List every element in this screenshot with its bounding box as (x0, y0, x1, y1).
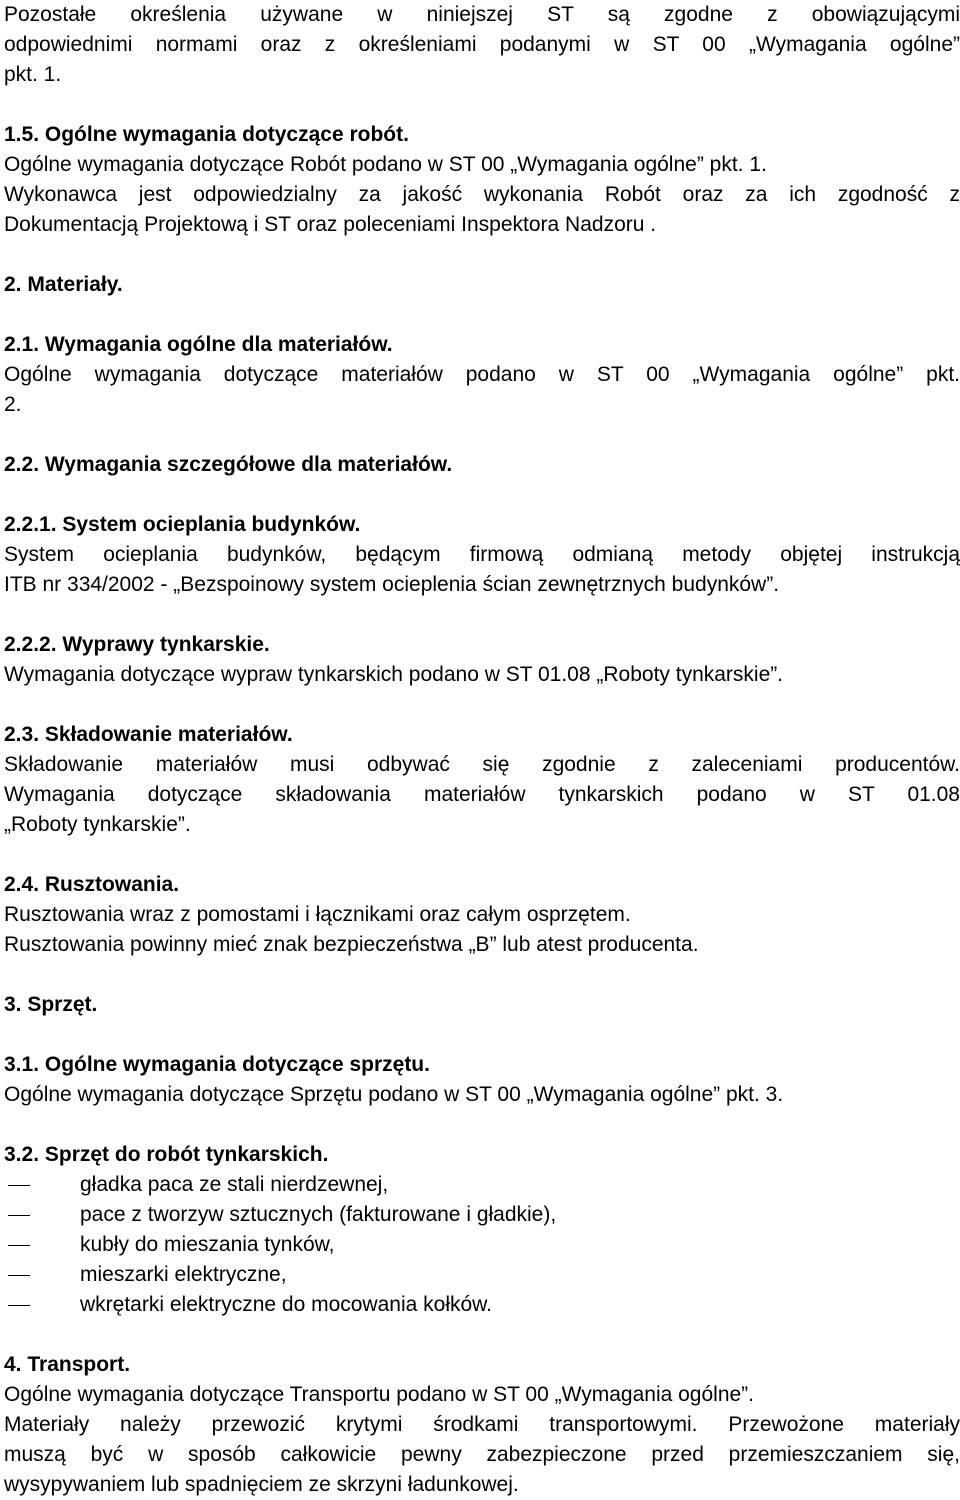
section-2-3-line-2: Wymagania dotyczące składowania materiałów tynkarskich podano w ST 01.08 (4, 783, 960, 806)
section-2-4-line-1: Rusztowania wraz z pomostami i łącznikami oraz całym osprzętem. (4, 903, 631, 926)
section-4-line-3: muszą być w sposób całkowicie pewny zabezpieczone przed przemieszczaniem się, (4, 1443, 960, 1466)
section-2-1-line-2: 2. (4, 393, 22, 416)
list-item-text: mieszarki elektryczne, (80, 1263, 287, 1286)
list-item (4, 1290, 960, 1320)
section-2-2-heading: 2.2. Wymagania szczegółowe dla materiałów. (4, 453, 453, 476)
section-2-4-heading: 2.4. Rusztowania. (4, 873, 180, 896)
section-4-heading: 4. Transport. (4, 1353, 131, 1376)
section-2-4-line-2: Rusztowania powinny mieć znak bezpieczeństwa „B” lub atest producenta. (4, 933, 699, 956)
section-2-2-1-line-1: System ocieplania budynków, będącym firmową odmianą metody objętej instrukcją (4, 543, 960, 566)
section-2-2-1-heading: 2.2.1. System ocieplania budynków. (4, 513, 361, 536)
section-1-5-heading: 1.5. Ogólne wymagania dotyczące robót. (4, 123, 409, 146)
section-2-1-line-1: Ogólne wymagania dotyczące materiałów podano w ST 00 „Wymagania ogólne” pkt. (4, 363, 960, 386)
section-2-3-line-1: Składowanie materiałów musi odbywać się zgodnie z zaleceniami producentów. (4, 753, 960, 776)
section-2-1-heading: 2.1. Wymagania ogólne dla materiałów. (4, 333, 393, 356)
section-2-heading: 2. Materiały. (4, 273, 123, 296)
intro-line-3: pkt. 1. (4, 63, 62, 86)
section-2-2-2-heading: 2.2.2. Wyprawy tynkarskie. (4, 633, 270, 656)
section-2-2-1-line-2: ITB nr 334/2002 - „Bezspoinowy system ocieplenia ścian zewnętrznych budynków”. (4, 573, 780, 596)
dash-bullet-icon (4, 1230, 80, 1260)
section-4-line-2: Materiały należy przewozić krytymi środkami transportowymi. Przewożone materiały (4, 1413, 960, 1436)
list-item-text: kubły do mieszania tynków, (80, 1233, 335, 1256)
list-item-text: wkrętarki elektryczne do mocowania kołków. (80, 1293, 493, 1316)
section-2-3-heading: 2.3. Składowanie materiałów. (4, 723, 293, 746)
dash-bullet-icon (4, 1290, 80, 1320)
section-3-heading: 3. Sprzęt. (4, 993, 98, 1016)
dash-bullet-icon (4, 1260, 80, 1290)
section-1-5-line-1: Ogólne wymagania dotyczące Robót podano w ST 00 „Wymagania ogólne” pkt. 1. (4, 153, 767, 176)
section-1-5-line-2: Wykonawca jest odpowiedzialny za jakość wykonania Robót oraz za ich zgodność z (4, 183, 960, 206)
section-1-5-line-3: Dokumentacją Projektową i ST oraz poleceniami Inspektora Nadzoru . (4, 213, 657, 236)
list-item-text: gładka paca ze stali nierdzewnej, (80, 1173, 389, 1196)
equipment-list (4, 1170, 960, 1320)
section-2-2-2-line-1: Wymagania dotyczące wypraw tynkarskich podano w ST 01.08 „Roboty tynkarskie”. (4, 663, 784, 686)
section-3-2-heading: 3.2. Sprzęt do robót tynkarskich. (4, 1143, 329, 1166)
section-4-line-1: Ogólne wymagania dotyczące Transportu podano w ST 00 „Wymagania ogólne”. (4, 1383, 755, 1406)
section-2-3-line-3: „Roboty tynkarskie”. (4, 813, 191, 836)
dash-bullet-icon (4, 1200, 80, 1230)
intro-line-1: Pozostałe określenia używane w niniejszej ST są zgodne z obowiązującymi (4, 3, 960, 26)
section-3-1-line-1: Ogólne wymagania dotyczące Sprzętu podano w ST 00 „Wymagania ogólne” pkt. 3. (4, 1083, 784, 1106)
list-item (4, 1200, 960, 1230)
section-3-1-heading: 3.1. Ogólne wymagania dotyczące sprzętu. (4, 1053, 430, 1076)
list-item-text: pace z tworzyw sztucznych (fakturowane i gładkie), (80, 1203, 557, 1226)
section-4-line-4: wysypywaniem lub spadnięciem ze skrzyni ładunkowej. (4, 1473, 519, 1496)
list-item (4, 1260, 960, 1290)
list-item (4, 1170, 960, 1200)
list-item (4, 1230, 960, 1260)
intro-line-2: odpowiednimi normami oraz z określeniami podanymi w ST 00 „Wymagania ogólne” (4, 33, 960, 56)
dash-bullet-icon (4, 1170, 80, 1200)
